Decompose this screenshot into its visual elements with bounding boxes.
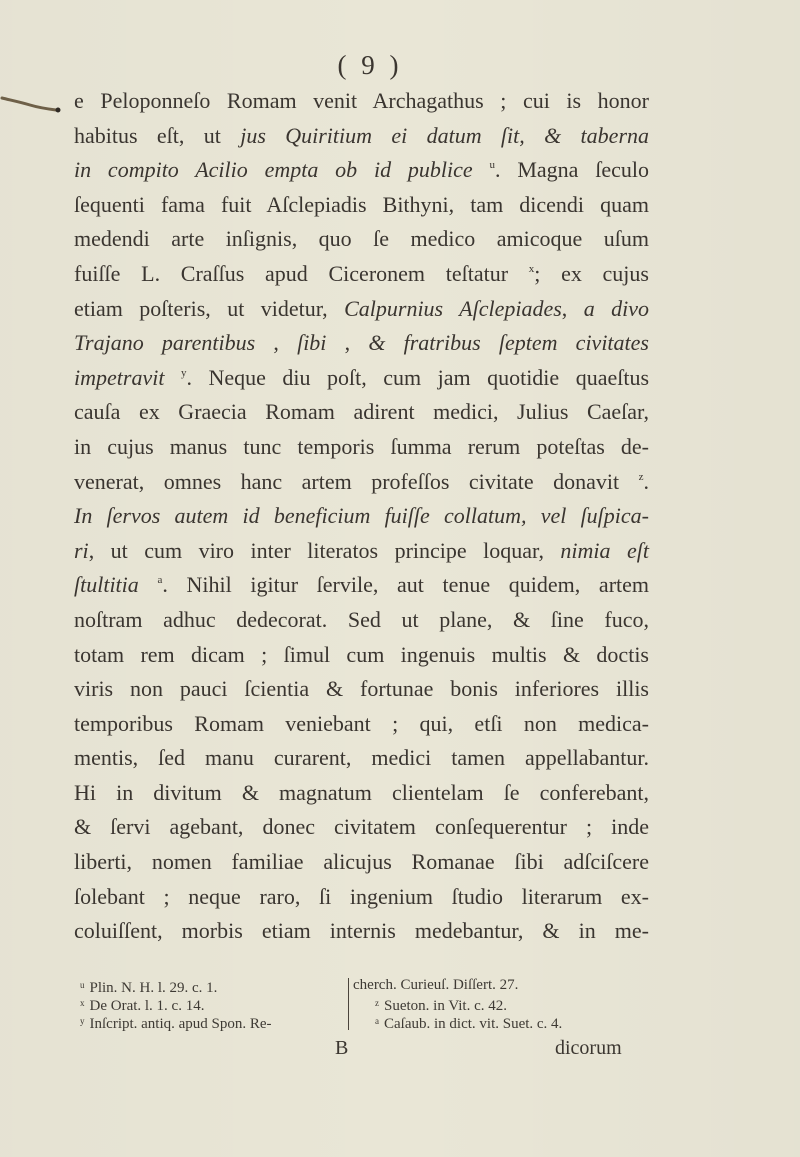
ink-mark-pointer-icon <box>0 94 62 114</box>
text-line <box>74 119 649 154</box>
text-line <box>74 568 649 603</box>
text-line <box>74 361 649 396</box>
text-span: fuiſſe L. Craſſus apud Ciceronem teſtatur <box>74 260 529 286</box>
text-span: Hi in divitum & magnatum clientelam ſe conferebant, <box>74 779 649 805</box>
text-span: ſequenti fama fuit Aſclepiadis Bithyni, tam dicendi quam <box>74 191 649 217</box>
text-line <box>74 222 649 257</box>
footnote-reference: x <box>528 262 535 275</box>
text-span <box>473 157 490 182</box>
italic-text: nimia eſt <box>560 537 649 563</box>
catchword: dicorum <box>555 1037 622 1059</box>
footnote <box>353 976 653 994</box>
footnote-reference: z <box>638 470 644 483</box>
text-line <box>74 84 649 119</box>
text-span: , <box>255 330 298 356</box>
footnote-mark: x <box>80 998 85 1008</box>
italic-text: In ſervos autem id beneficium fuiſſe collatum, vel ſuſpica- <box>74 503 649 529</box>
body-text <box>74 84 649 949</box>
text-line <box>74 499 649 534</box>
text-span: viris non pauci ſcientia & fortunae bonis inferiores illis <box>74 676 649 702</box>
footnote-mark: y <box>80 1016 85 1026</box>
footnote-text: cherch. Curieuſ. Diſſert. 27. <box>353 977 519 993</box>
footnote-reference: y <box>180 366 187 379</box>
footnote-text: Plin. N. H. l. 29. c. 1. <box>89 980 218 996</box>
footnote-text: Sueton. in Vit. c. 42. <box>384 998 507 1014</box>
text-span: in cujus manus tunc temporis ſumma rerum poteſtas de- <box>74 433 649 459</box>
text-line <box>74 257 649 292</box>
italic-text: impetravit <box>74 364 165 390</box>
text-span: , ut cum viro inter literatos principe loquar, <box>88 537 561 563</box>
text-span: . Magna ſeculo <box>495 157 649 183</box>
footnote-text: Caſaub. in dict. vit. Suet. c. 4. <box>384 1016 563 1032</box>
text-line <box>74 430 649 465</box>
text-span: , <box>326 330 369 356</box>
italic-text: ri <box>74 537 89 563</box>
text-line <box>74 914 649 949</box>
text-line <box>74 395 649 430</box>
text-line <box>74 880 649 915</box>
text-span: etiam poſteris, ut videtur, <box>74 295 345 321</box>
text-span: habitus eſt, ut <box>74 122 241 148</box>
text-line <box>74 534 649 569</box>
text-span: . <box>643 468 649 494</box>
text-line <box>74 326 649 361</box>
signature-mark: B <box>335 1037 349 1059</box>
italic-text: in compito Acilio empta ob id publice <box>74 157 473 183</box>
text-line <box>74 603 649 638</box>
footnote-mark: u <box>80 980 85 990</box>
text-span <box>164 365 181 390</box>
text-span: temporibus Romam veniebant ; qui, etſi non medica- <box>74 710 649 736</box>
footnote-column-divider <box>348 978 349 1030</box>
text-span: & ſervi agebant, donec civitatem conſequerentur ; inde <box>74 814 649 840</box>
footnote-mark: a <box>375 1016 379 1026</box>
text-line <box>74 776 649 811</box>
text-line <box>74 810 649 845</box>
text-line <box>74 672 649 707</box>
text-line <box>74 638 649 673</box>
text-span: cauſa ex Graecia Romam adirent medici, Julius Caeſar, <box>74 399 649 425</box>
footnote-reference: u <box>489 159 496 172</box>
text-span: noſtram adhuc dedecorat. Sed ut plane, & ſine fuco, <box>74 606 649 632</box>
text-span: venerat, omnes hanc artem profeſſos civitate donavit <box>74 468 639 494</box>
italic-text: & fratribus ſeptem civitates <box>368 330 649 356</box>
italic-text: a divo <box>583 295 649 321</box>
text-span: coluiſſent, morbis etiam internis medebantur, & in me- <box>74 918 649 944</box>
footnote <box>80 1012 345 1030</box>
text-span: liberti, nomen familiae alicujus Romanae ſibi adſciſcere <box>74 849 649 875</box>
text-line <box>74 741 649 776</box>
text-line <box>74 707 649 742</box>
footnote-text: De Orat. l. 1. c. 14. <box>89 998 205 1014</box>
text-line <box>74 153 649 188</box>
footnote <box>353 1012 653 1030</box>
footnotes-left-column <box>80 976 345 1030</box>
text-span: . Neque diu poſt, cum jam quotidie quaeſtus <box>186 364 650 390</box>
text-span: e Peloponneſo Romam venit Archagathus ; cui is honor <box>74 88 649 113</box>
text-span: mentis, ſed manu curarent, medici tamen appellabantur. <box>74 745 649 771</box>
text-line <box>74 292 649 327</box>
text-line <box>74 845 649 880</box>
footnote <box>353 994 653 1012</box>
text-span: , <box>561 295 584 321</box>
footnotes-right-column <box>353 976 653 1030</box>
footnote-text: Inſcript. antiq. apud Spon. Re- <box>89 1016 272 1032</box>
text-line <box>74 465 649 500</box>
footnote <box>80 994 345 1012</box>
italic-text: jus Quiritium ei datum ſit, & taberna <box>240 122 650 148</box>
italic-text: ſtultitia <box>74 572 139 598</box>
footnote-reference: a <box>157 574 163 587</box>
text-span: ; ex cujus <box>534 260 649 286</box>
italic-text: Calpurnius Aſclepiades <box>344 295 562 321</box>
italic-text: ſibi <box>297 330 327 356</box>
footnote <box>80 976 345 994</box>
text-span: . Nihil igitur ſervile, aut tenue quidem, artem <box>162 572 650 598</box>
text-span: medendi arte inſignis, quo ſe medico amicoque uſum <box>74 226 649 252</box>
text-span <box>139 572 158 597</box>
text-span: ſolebant ; neque raro, ſi ingenium ſtudio literarum ex- <box>74 883 649 909</box>
footnote-mark: z <box>375 998 379 1008</box>
italic-text: Trajano parentibus <box>74 330 256 356</box>
text-line <box>74 188 649 223</box>
text-span: totam rem dicam ; ſimul cum ingenuis multis & doctis <box>74 641 649 667</box>
page-number: ( 9 ) <box>337 50 403 80</box>
